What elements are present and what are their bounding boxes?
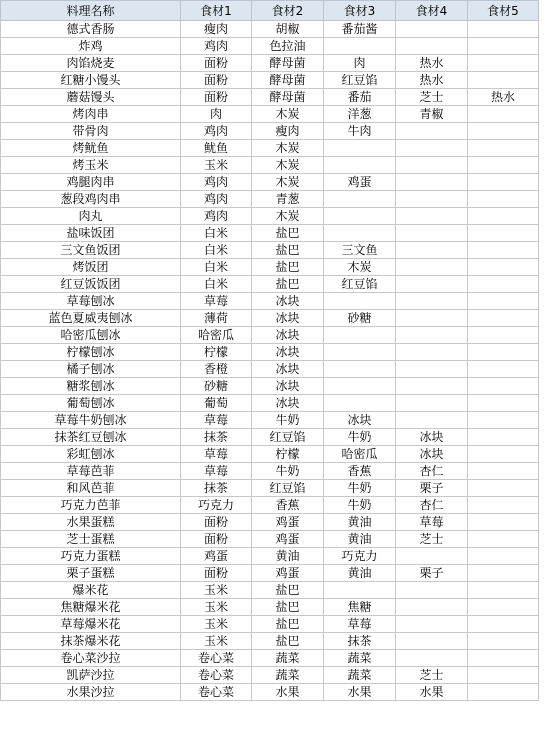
cell-ingredient-1[interactable]: 面粉: [181, 514, 252, 531]
header-ingredient-5[interactable]: 食材5: [468, 1, 539, 21]
cell-ingredient-1[interactable]: 面粉: [181, 565, 252, 582]
cell-ingredient-1[interactable]: 鸡肉: [181, 123, 252, 140]
cell-dish-name[interactable]: 葱段鸡肉串: [1, 191, 181, 208]
cell-ingredient-3[interactable]: 番茄: [324, 89, 396, 106]
cell-ingredient-1[interactable]: 鸡肉: [181, 174, 252, 191]
cell-ingredient-5[interactable]: [468, 106, 539, 123]
table-row: [1, 106, 539, 123]
cell-ingredient-3[interactable]: 香蕉: [324, 463, 396, 480]
cell-ingredient-1[interactable]: 草莓: [181, 293, 252, 310]
cell-ingredient-5[interactable]: [468, 582, 539, 599]
cell-ingredient-1[interactable]: 瘦肉: [181, 21, 252, 38]
cell-ingredient-3[interactable]: 黄油: [324, 565, 396, 582]
cell-ingredient-5[interactable]: [468, 531, 539, 548]
cell-ingredient-3[interactable]: 鸡蛋: [324, 174, 396, 191]
cell-ingredient-3[interactable]: [324, 361, 396, 378]
cell-ingredient-5[interactable]: [468, 21, 539, 38]
cell-dish-name[interactable]: 烤饭团: [1, 259, 181, 276]
cell-ingredient-3[interactable]: 木炭: [324, 259, 396, 276]
cell-ingredient-2[interactable]: 青葱: [252, 191, 324, 208]
cell-ingredient-3[interactable]: 黄油: [324, 514, 396, 531]
cell-ingredient-1[interactable]: 柠檬: [181, 344, 252, 361]
table-row: [1, 565, 539, 582]
cell-ingredient-4[interactable]: [396, 293, 468, 310]
cell-ingredient-5[interactable]: [468, 310, 539, 327]
table-row: [1, 531, 539, 548]
cell-ingredient-5[interactable]: [468, 548, 539, 565]
cell-ingredient-2[interactable]: 酵母菌: [252, 89, 324, 106]
cell-ingredient-5[interactable]: [468, 191, 539, 208]
cell-dish-name[interactable]: 草莓刨冰: [1, 293, 181, 310]
table-row: [1, 242, 539, 259]
cell-dish-name[interactable]: 糖浆刨冰: [1, 378, 181, 395]
cell-ingredient-1[interactable]: 白米: [181, 225, 252, 242]
cell-ingredient-5[interactable]: [468, 480, 539, 497]
cell-ingredient-2[interactable]: 盐巴: [252, 633, 324, 650]
cell-ingredient-5[interactable]: [468, 344, 539, 361]
cell-ingredient-2[interactable]: 冰块: [252, 361, 324, 378]
cell-ingredient-2[interactable]: 木炭: [252, 174, 324, 191]
cell-ingredient-3[interactable]: 红豆馅: [324, 276, 396, 293]
cell-ingredient-2[interactable]: 冰块: [252, 327, 324, 344]
header-ingredient-3[interactable]: 食材3: [324, 1, 396, 21]
cell-ingredient-1[interactable]: 面粉: [181, 55, 252, 72]
cell-ingredient-1[interactable]: 白米: [181, 276, 252, 293]
cell-ingredient-4[interactable]: [396, 344, 468, 361]
cell-ingredient-2[interactable]: 盐巴: [252, 225, 324, 242]
table-row: [1, 463, 539, 480]
cell-ingredient-4[interactable]: [396, 191, 468, 208]
cell-dish-name[interactable]: 烤肉串: [1, 106, 181, 123]
table-row: [1, 225, 539, 242]
cell-ingredient-4[interactable]: [396, 395, 468, 412]
cell-ingredient-5[interactable]: [468, 293, 539, 310]
table-row: [1, 599, 539, 616]
cell-ingredient-4[interactable]: 栗子: [396, 480, 468, 497]
cell-ingredient-2[interactable]: 盐巴: [252, 259, 324, 276]
cell-dish-name[interactable]: 红豆饭饭团: [1, 276, 181, 293]
cell-ingredient-5[interactable]: [468, 429, 539, 446]
cell-ingredient-4[interactable]: [396, 123, 468, 140]
cell-ingredient-4[interactable]: 栗子: [396, 565, 468, 582]
cell-dish-name[interactable]: 焦糖爆米花: [1, 599, 181, 616]
cell-ingredient-3[interactable]: 抹茶: [324, 633, 396, 650]
cell-ingredient-3[interactable]: 哈密瓜: [324, 446, 396, 463]
cell-ingredient-4[interactable]: [396, 140, 468, 157]
cell-ingredient-4[interactable]: [396, 21, 468, 38]
cell-ingredient-4[interactable]: [396, 650, 468, 667]
cell-ingredient-5[interactable]: [468, 633, 539, 650]
cell-ingredient-5[interactable]: [468, 395, 539, 412]
cell-ingredient-1[interactable]: 卷心菜: [181, 650, 252, 667]
cell-ingredient-2[interactable]: 香蕉: [252, 497, 324, 514]
cell-ingredient-5[interactable]: [468, 157, 539, 174]
cell-ingredient-2[interactable]: 牛奶: [252, 412, 324, 429]
cell-ingredient-5[interactable]: [468, 667, 539, 684]
cell-ingredient-5[interactable]: [468, 514, 539, 531]
cell-ingredient-2[interactable]: 盐巴: [252, 242, 324, 259]
cell-ingredient-1[interactable]: 葡萄: [181, 395, 252, 412]
table-row: [1, 259, 539, 276]
table-row: [1, 72, 539, 89]
header-ingredient-2[interactable]: 食材2: [252, 1, 324, 21]
cell-ingredient-1[interactable]: 香橙: [181, 361, 252, 378]
cell-dish-name[interactable]: 草莓爆米花: [1, 616, 181, 633]
cell-ingredient-5[interactable]: [468, 276, 539, 293]
cell-ingredient-3[interactable]: 水果: [324, 684, 396, 701]
cell-ingredient-3[interactable]: 砂糖: [324, 310, 396, 327]
cell-ingredient-4[interactable]: [396, 276, 468, 293]
cell-ingredient-4[interactable]: [396, 361, 468, 378]
table-row: [1, 38, 539, 55]
cell-ingredient-3[interactable]: 焦糖: [324, 599, 396, 616]
table-row: [1, 616, 539, 633]
cell-ingredient-2[interactable]: 柠檬: [252, 446, 324, 463]
table-row: [1, 327, 539, 344]
cell-ingredient-1[interactable]: 抹茶: [181, 429, 252, 446]
cell-ingredient-5[interactable]: [468, 38, 539, 55]
cell-ingredient-4[interactable]: 青椒: [396, 106, 468, 123]
cell-ingredient-1[interactable]: 抹茶: [181, 480, 252, 497]
cell-dish-name[interactable]: 肉馅烧麦: [1, 55, 181, 72]
cell-ingredient-3[interactable]: [324, 378, 396, 395]
cell-ingredient-2[interactable]: 鸡蛋: [252, 531, 324, 548]
cell-ingredient-3[interactable]: [324, 344, 396, 361]
cell-ingredient-3[interactable]: 黄油: [324, 531, 396, 548]
cell-ingredient-5[interactable]: [468, 684, 539, 701]
cell-ingredient-3[interactable]: 红豆馅: [324, 72, 396, 89]
cell-ingredient-3[interactable]: 洋葱: [324, 106, 396, 123]
cell-dish-name[interactable]: 三文鱼饭团: [1, 242, 181, 259]
cell-ingredient-4[interactable]: [396, 616, 468, 633]
cell-ingredient-2[interactable]: 冰块: [252, 310, 324, 327]
cell-ingredient-1[interactable]: 鱿鱼: [181, 140, 252, 157]
cell-ingredient-2[interactable]: 红豆馅: [252, 429, 324, 446]
cell-dish-name[interactable]: 蘑菇馒头: [1, 89, 181, 106]
cell-dish-name[interactable]: 带骨肉: [1, 123, 181, 140]
cell-ingredient-1[interactable]: 鸡肉: [181, 208, 252, 225]
cell-ingredient-1[interactable]: 玉米: [181, 616, 252, 633]
cell-ingredient-4[interactable]: 芝士: [396, 667, 468, 684]
cell-ingredient-5[interactable]: [468, 327, 539, 344]
cell-ingredient-2[interactable]: 木炭: [252, 140, 324, 157]
header-ingredient-1[interactable]: 食材1: [181, 1, 252, 21]
cell-ingredient-4[interactable]: 热水: [396, 55, 468, 72]
cell-ingredient-4[interactable]: [396, 225, 468, 242]
cell-ingredient-4[interactable]: 芝士: [396, 89, 468, 106]
cell-ingredient-1[interactable]: 砂糖: [181, 378, 252, 395]
cell-ingredient-4[interactable]: 芝士: [396, 531, 468, 548]
cell-dish-name[interactable]: 盐味饭团: [1, 225, 181, 242]
cell-ingredient-3[interactable]: [324, 140, 396, 157]
cell-ingredient-1[interactable]: 卷心菜: [181, 684, 252, 701]
cell-ingredient-1[interactable]: 鸡肉: [181, 191, 252, 208]
table-row: [1, 55, 539, 72]
cell-ingredient-3[interactable]: [324, 225, 396, 242]
cell-ingredient-1[interactable]: 卷心菜: [181, 667, 252, 684]
table-row: [1, 123, 539, 140]
cell-ingredient-1[interactable]: 肉: [181, 106, 252, 123]
cell-ingredient-2[interactable]: 水果: [252, 684, 324, 701]
cell-ingredient-3[interactable]: 巧克力: [324, 548, 396, 565]
table-row: [1, 395, 539, 412]
cell-dish-name[interactable]: 水果蛋糕: [1, 514, 181, 531]
cell-ingredient-4[interactable]: 草莓: [396, 514, 468, 531]
cell-dish-name[interactable]: 蓝色夏威夷刨冰: [1, 310, 181, 327]
cell-ingredient-2[interactable]: 牛奶: [252, 463, 324, 480]
cell-ingredient-2[interactable]: 酵母菌: [252, 55, 324, 72]
table-row: [1, 429, 539, 446]
cell-ingredient-2[interactable]: 冰块: [252, 344, 324, 361]
cell-ingredient-2[interactable]: 冰块: [252, 378, 324, 395]
cell-dish-name[interactable]: 哈密瓜刨冰: [1, 327, 181, 344]
cell-ingredient-3[interactable]: [324, 293, 396, 310]
cell-dish-name[interactable]: 鸡腿肉串: [1, 174, 181, 191]
table-row: [1, 293, 539, 310]
table-row: [1, 667, 539, 684]
cell-ingredient-2[interactable]: 瘦肉: [252, 123, 324, 140]
cell-ingredient-1[interactable]: 哈密瓜: [181, 327, 252, 344]
header-ingredient-4[interactable]: 食材4: [396, 1, 468, 21]
table-row: [1, 89, 539, 106]
cell-ingredient-5[interactable]: [468, 72, 539, 89]
cell-ingredient-2[interactable]: 黄油: [252, 548, 324, 565]
cell-ingredient-5[interactable]: [468, 174, 539, 191]
cell-dish-name[interactable]: 巧克力芭菲: [1, 497, 181, 514]
cell-ingredient-4[interactable]: [396, 599, 468, 616]
cell-ingredient-3[interactable]: [324, 582, 396, 599]
cell-dish-name[interactable]: 草莓芭菲: [1, 463, 181, 480]
cell-ingredient-2[interactable]: 冰块: [252, 395, 324, 412]
cell-ingredient-1[interactable]: 草莓: [181, 412, 252, 429]
cell-ingredient-2[interactable]: 木炭: [252, 208, 324, 225]
cell-ingredient-1[interactable]: 鸡肉: [181, 38, 252, 55]
cell-ingredient-5[interactable]: [468, 208, 539, 225]
cell-ingredient-2[interactable]: 鸡蛋: [252, 514, 324, 531]
cell-ingredient-2[interactable]: 蔬菜: [252, 667, 324, 684]
cell-ingredient-2[interactable]: 冰块: [252, 293, 324, 310]
cell-ingredient-5[interactable]: [468, 616, 539, 633]
cell-ingredient-4[interactable]: 冰块: [396, 446, 468, 463]
cell-ingredient-4[interactable]: 冰块: [396, 429, 468, 446]
cell-ingredient-5[interactable]: [468, 446, 539, 463]
cell-ingredient-2[interactable]: 盐巴: [252, 616, 324, 633]
table-row: [1, 582, 539, 599]
table-row: [1, 157, 539, 174]
table-row: [1, 208, 539, 225]
cell-ingredient-3[interactable]: 牛奶: [324, 429, 396, 446]
cell-ingredient-2[interactable]: 酵母菌: [252, 72, 324, 89]
cell-ingredient-4[interactable]: [396, 582, 468, 599]
cell-ingredient-2[interactable]: 色拉油: [252, 38, 324, 55]
cell-ingredient-4[interactable]: [396, 259, 468, 276]
cell-ingredient-2[interactable]: 胡椒: [252, 21, 324, 38]
cell-ingredient-1[interactable]: 白米: [181, 242, 252, 259]
cell-ingredient-4[interactable]: [396, 208, 468, 225]
table-row: [1, 446, 539, 463]
cell-ingredient-5[interactable]: [468, 123, 539, 140]
cell-ingredient-3[interactable]: 三文鱼: [324, 242, 396, 259]
table-row: [1, 310, 539, 327]
cell-ingredient-4[interactable]: [396, 412, 468, 429]
table-row: [1, 191, 539, 208]
cell-ingredient-2[interactable]: 木炭: [252, 106, 324, 123]
cell-ingredient-3[interactable]: 草莓: [324, 616, 396, 633]
table-row: [1, 497, 539, 514]
cell-ingredient-3[interactable]: [324, 191, 396, 208]
cell-dish-name[interactable]: 肉丸: [1, 208, 181, 225]
table-row: [1, 548, 539, 565]
table-row: [1, 684, 539, 701]
cell-ingredient-3[interactable]: 蔬菜: [324, 650, 396, 667]
cell-dish-name[interactable]: 德式香肠: [1, 21, 181, 38]
cell-ingredient-4[interactable]: 水果: [396, 684, 468, 701]
cell-dish-name[interactable]: 巧克力蛋糕: [1, 548, 181, 565]
cell-ingredient-4[interactable]: 杏仁: [396, 463, 468, 480]
cell-dish-name[interactable]: 抹茶红豆刨冰: [1, 429, 181, 446]
cell-ingredient-1[interactable]: 面粉: [181, 72, 252, 89]
cell-ingredient-3[interactable]: 牛奶: [324, 497, 396, 514]
cell-dish-name[interactable]: 芝士蛋糕: [1, 531, 181, 548]
cell-ingredient-5[interactable]: [468, 650, 539, 667]
cell-ingredient-4[interactable]: 热水: [396, 72, 468, 89]
cell-ingredient-1[interactable]: 玉米: [181, 582, 252, 599]
cell-ingredient-5[interactable]: [468, 225, 539, 242]
table-body: [1, 21, 539, 701]
cell-ingredient-4[interactable]: 杏仁: [396, 497, 468, 514]
cell-ingredient-2[interactable]: 盐巴: [252, 276, 324, 293]
cell-ingredient-1[interactable]: 玉米: [181, 157, 252, 174]
cell-ingredient-5[interactable]: [468, 140, 539, 157]
cell-ingredient-1[interactable]: 巧克力: [181, 497, 252, 514]
cell-dish-name[interactable]: 抹茶爆米花: [1, 633, 181, 650]
cell-ingredient-1[interactable]: 草莓: [181, 446, 252, 463]
cell-ingredient-2[interactable]: 盐巴: [252, 582, 324, 599]
cell-ingredient-1[interactable]: 鸡蛋: [181, 548, 252, 565]
cell-dish-name[interactable]: 水果沙拉: [1, 684, 181, 701]
cell-ingredient-4[interactable]: [396, 633, 468, 650]
cell-ingredient-2[interactable]: 鸡蛋: [252, 565, 324, 582]
cell-ingredient-1[interactable]: 玉米: [181, 633, 252, 650]
cell-ingredient-4[interactable]: [396, 174, 468, 191]
cell-ingredient-3[interactable]: [324, 327, 396, 344]
cell-ingredient-1[interactable]: 面粉: [181, 89, 252, 106]
table-row: [1, 412, 539, 429]
cell-ingredient-5[interactable]: [468, 412, 539, 429]
cell-ingredient-3[interactable]: 肉: [324, 55, 396, 72]
cell-ingredient-3[interactable]: 牛肉: [324, 123, 396, 140]
cell-ingredient-5[interactable]: [468, 599, 539, 616]
cell-dish-name[interactable]: 烤玉米: [1, 157, 181, 174]
cell-ingredient-5[interactable]: [468, 242, 539, 259]
cell-ingredient-4[interactable]: [396, 378, 468, 395]
cell-dish-name[interactable]: 柠檬刨冰: [1, 344, 181, 361]
cell-ingredient-1[interactable]: 草莓: [181, 463, 252, 480]
cell-ingredient-4[interactable]: [396, 327, 468, 344]
cell-ingredient-3[interactable]: 番茄酱: [324, 21, 396, 38]
header-dish-name[interactable]: 料理名称: [1, 1, 181, 21]
cell-dish-name[interactable]: 彩虹刨冰: [1, 446, 181, 463]
cell-ingredient-5[interactable]: [468, 463, 539, 480]
cell-ingredient-2[interactable]: 蔬菜: [252, 650, 324, 667]
cell-ingredient-2[interactable]: 木炭: [252, 157, 324, 174]
cell-dish-name[interactable]: 爆米花: [1, 582, 181, 599]
cell-ingredient-3[interactable]: [324, 208, 396, 225]
cell-ingredient-5[interactable]: [468, 361, 539, 378]
table-row: [1, 378, 539, 395]
cell-ingredient-3[interactable]: 牛奶: [324, 480, 396, 497]
cell-ingredient-5[interactable]: [468, 565, 539, 582]
cell-ingredient-3[interactable]: [324, 38, 396, 55]
cell-ingredient-1[interactable]: 玉米: [181, 599, 252, 616]
cell-ingredient-5[interactable]: [468, 55, 539, 72]
cell-ingredient-4[interactable]: [396, 242, 468, 259]
cell-ingredient-5[interactable]: [468, 497, 539, 514]
cell-ingredient-3[interactable]: 冰块: [324, 412, 396, 429]
cell-ingredient-4[interactable]: [396, 310, 468, 327]
table-row: [1, 514, 539, 531]
cell-ingredient-4[interactable]: [396, 38, 468, 55]
cell-ingredient-3[interactable]: [324, 157, 396, 174]
table-row: [1, 361, 539, 378]
cell-ingredient-1[interactable]: 薄荷: [181, 310, 252, 327]
table-row: [1, 650, 539, 667]
cell-ingredient-4[interactable]: [396, 548, 468, 565]
cell-ingredient-3[interactable]: [324, 395, 396, 412]
table-row: [1, 344, 539, 361]
cell-dish-name[interactable]: 草莓牛奶刨冰: [1, 412, 181, 429]
cell-ingredient-1[interactable]: 白米: [181, 259, 252, 276]
cell-dish-name[interactable]: 烤鱿鱼: [1, 140, 181, 157]
cell-dish-name[interactable]: 卷心菜沙拉: [1, 650, 181, 667]
cell-ingredient-2[interactable]: 红豆馅: [252, 480, 324, 497]
cell-dish-name[interactable]: 凯萨沙拉: [1, 667, 181, 684]
table-row: [1, 480, 539, 497]
table-row: [1, 140, 539, 157]
cell-dish-name[interactable]: 栗子蛋糕: [1, 565, 181, 582]
cell-ingredient-5[interactable]: 热水: [468, 89, 539, 106]
table-row: [1, 174, 539, 191]
cell-ingredient-3[interactable]: 蔬菜: [324, 667, 396, 684]
header-row: [1, 1, 539, 21]
table-row: [1, 633, 539, 650]
cell-dish-name[interactable]: 和风芭菲: [1, 480, 181, 497]
cell-ingredient-2[interactable]: 盐巴: [252, 599, 324, 616]
cell-ingredient-5[interactable]: [468, 378, 539, 395]
cell-dish-name[interactable]: 红糖小馒头: [1, 72, 181, 89]
cell-dish-name[interactable]: 葡萄刨冰: [1, 395, 181, 412]
cell-dish-name[interactable]: 橘子刨冰: [1, 361, 181, 378]
table-row: [1, 21, 539, 38]
table-row: [1, 276, 539, 293]
cell-ingredient-5[interactable]: [468, 259, 539, 276]
cell-ingredient-4[interactable]: [396, 157, 468, 174]
cell-ingredient-1[interactable]: 面粉: [181, 531, 252, 548]
cell-dish-name[interactable]: 炸鸡: [1, 38, 181, 55]
